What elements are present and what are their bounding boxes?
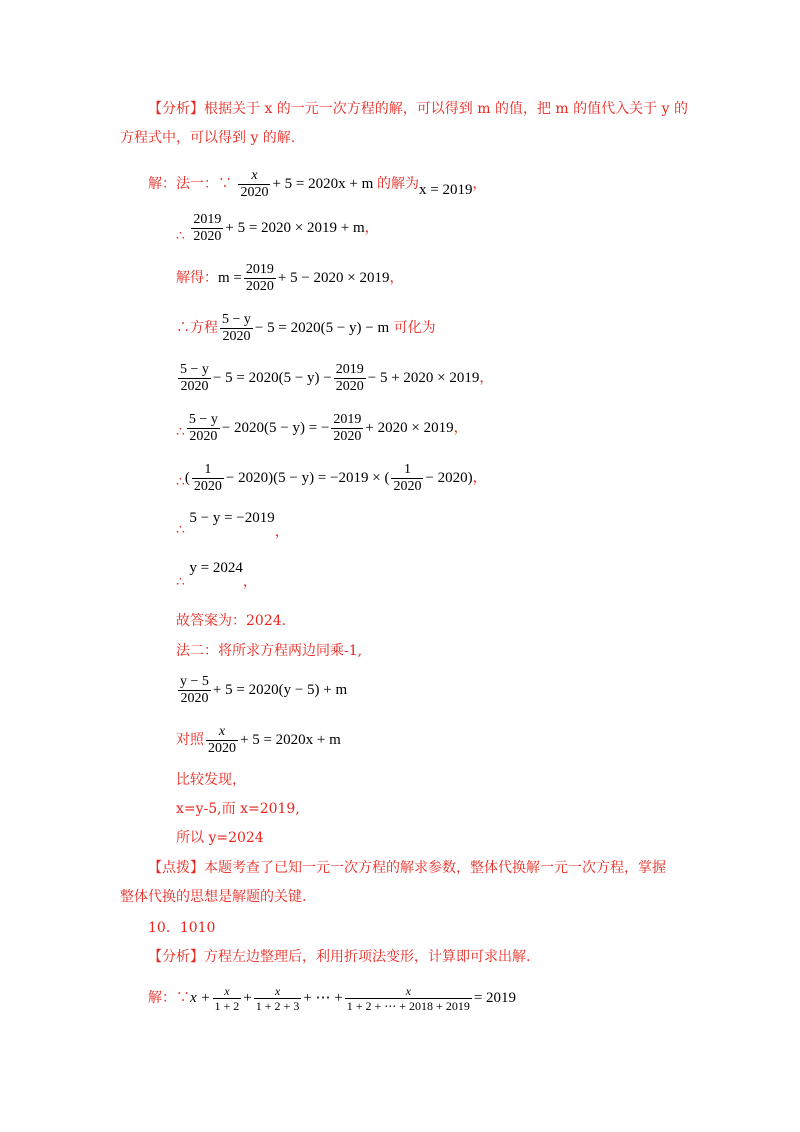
answer: 故答案为：2024. xyxy=(176,613,287,629)
find-line: 比较发现， xyxy=(176,772,246,788)
step-9: ∴ y = 2024， xyxy=(176,560,257,590)
relation-line: x=y-5,而 x=2019, xyxy=(176,801,300,817)
question-number: 10．1010 xyxy=(148,920,216,936)
analysis-tag: 【分析】 xyxy=(148,101,204,117)
step-5: $\frac{5 - y}{2020}$ − 5 = 2020(5 − y) − $\frac{2019}{2020}$ − 5 + 2020 × 2019， xyxy=(180,362,494,394)
analysis-tag-2: 【分析】 xyxy=(148,949,204,965)
result-line: 所以 y=2024 xyxy=(176,830,264,846)
solution-2-line: 解：∵x + $\frac{x}{1 + 2}$ + $\frac{x}{1 + 2 + 3}$ + ⋯ + $\frac{x}{1 + 2 + \cdots + 2018 + 2019}$ = 2019 xyxy=(148,984,517,1013)
fraction: $\frac{x}{2020}$ xyxy=(240,168,269,200)
step-6: ∴ $\frac{5 - y}{2020}$ − 2020(5 − y) = − $\frac{2019}{2020}$ + 2020 × 2019， xyxy=(176,412,468,444)
analysis-line-2: 方程式中，可以得到 y 的解. xyxy=(120,130,296,146)
analysis-line-1 xyxy=(148,99,688,119)
therefore-symbol: ∴ xyxy=(176,227,185,244)
solution-line-1: 解：法一：∵ $\frac{x}{2020}$ + 5 = 2020x + m 的解为x = 2019， xyxy=(148,168,487,200)
method-2-title: 法二：将所求方程两边同乘-1, xyxy=(176,643,363,659)
analysis-2: 【分析】方程左边整理后，利用折项法变形，计算即可求出解. xyxy=(148,949,531,965)
step-8: ∴ 5 − y = −2019， xyxy=(176,510,289,540)
step-3: 解得：m = $\frac{2019}{2020}$ + 5 − 2020 × 2019， xyxy=(176,262,404,294)
analysis-text: 根据关于 x 的一元一次方程的解，可以得到 m 的值，把 m 的值代入关于 y 的 xyxy=(204,101,688,117)
compare-line: 对照 $\frac{x}{2020}$ + 5 = 2020x + m xyxy=(176,724,341,756)
tip-line-2: 整体代换的思想是解题的关键. xyxy=(120,889,307,905)
step-4: ∴方程 $\frac{5 - y}{2020}$ − 5 = 2020(5 − y) − m 可化为 xyxy=(176,312,436,344)
tip-line-1: 【点拨】本题考查了已知一元一次方程的解求参数，整体代换解一元一次方程，掌握 xyxy=(148,860,666,876)
step-2: ∴ $\frac{2019}{2020}$ + 5 = 2020 × 2019 + m， xyxy=(176,212,379,244)
step-7: ∴( $\frac{1}{2020}$ − 2020)(5 − y) = −2019 × ( $\frac{1}{2020}$ − 2020)， xyxy=(176,462,487,494)
tip-tag: 【点拨】 xyxy=(148,860,204,876)
method-2-equation: $\frac{y - 5}{2020}$ + 5 = 2020(y − 5) + m xyxy=(180,674,348,706)
